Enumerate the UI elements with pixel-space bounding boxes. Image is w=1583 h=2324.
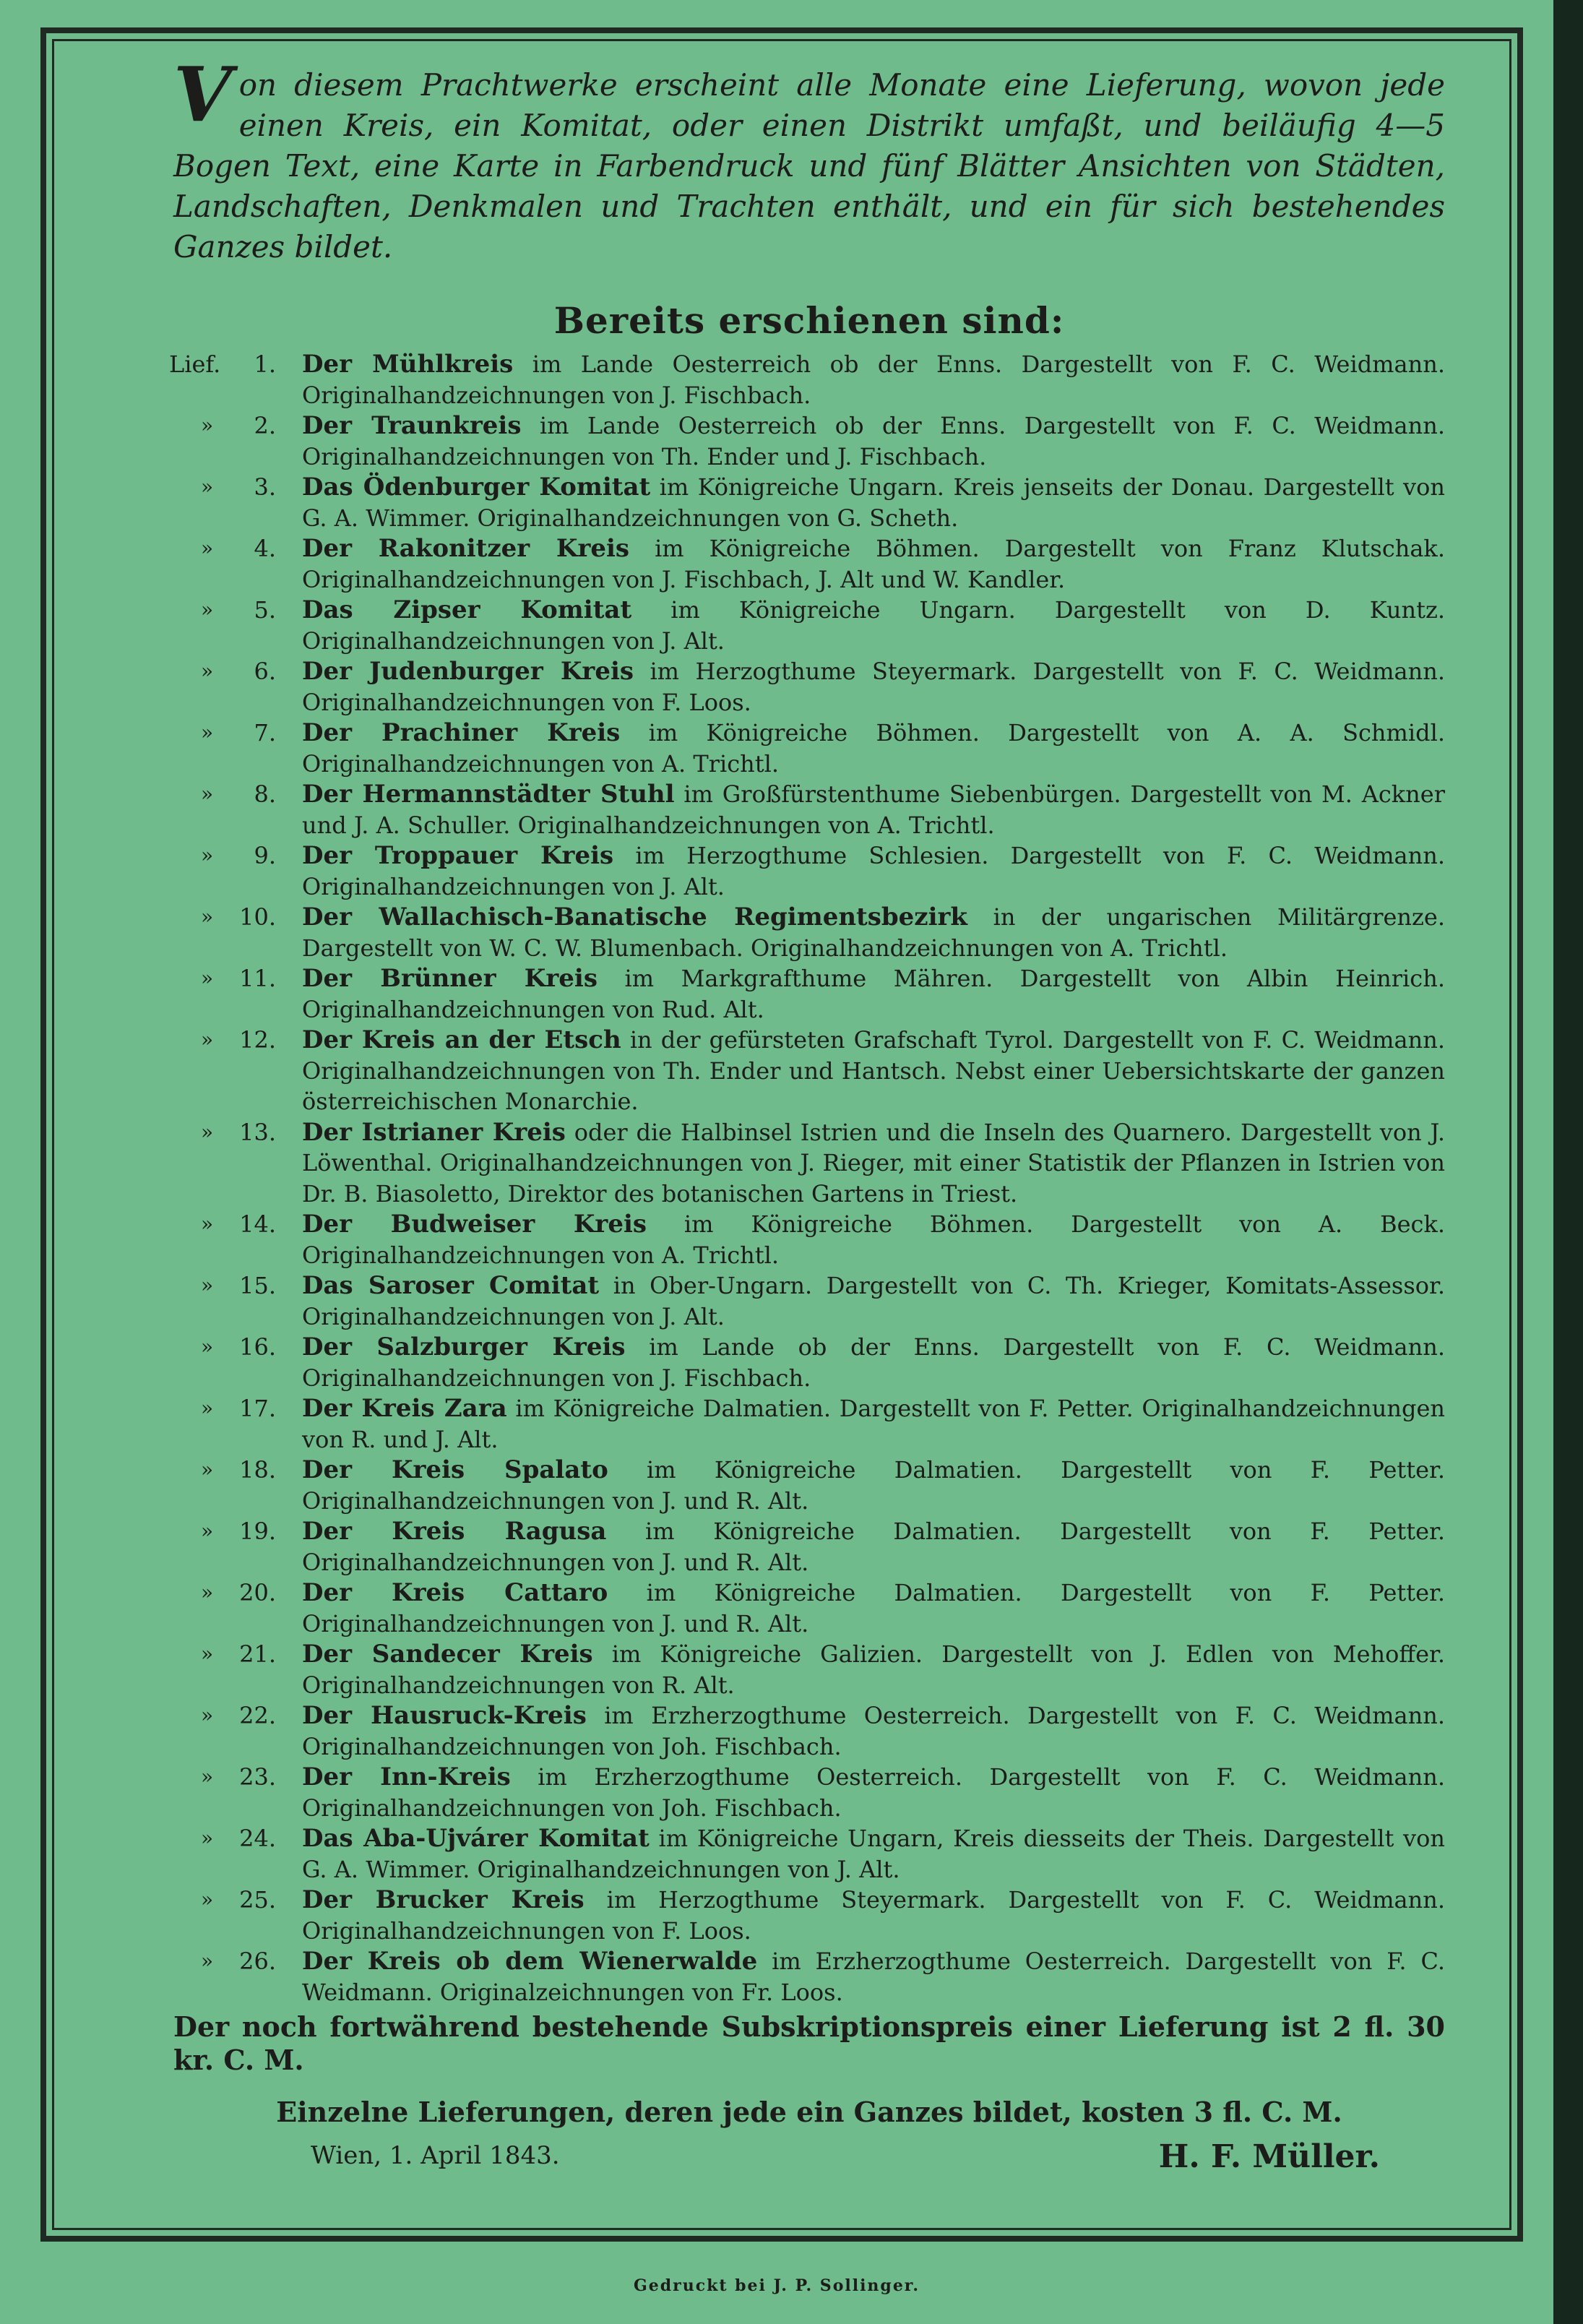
issue-entry: [173, 410, 1445, 472]
ditto-mark: »: [201, 1949, 214, 1973]
entry-number: 22.: [239, 1702, 276, 1729]
entry-title: Der Hausruck-Kreis: [302, 1701, 587, 1730]
entry-description: im Königreiche Böhmen. Dargestellt von A. Beck. Originalhandzeichnungen von A. Trichtl.: [302, 1210, 1446, 1269]
issue-entry: [173, 1117, 1445, 1210]
ditto-mark: »: [201, 843, 214, 867]
ditto-mark: »: [201, 966, 214, 990]
ditto-mark: »: [201, 1888, 214, 1911]
entry-title: Der Hermannstädter Stuhl: [302, 780, 675, 809]
entry-description: im Lande ob der Enns. Dargestellt von F. C. Weidmann. Originalhandzeichnungen von J. Fischbach.: [302, 1333, 1446, 1392]
ditto-mark: »: [201, 1765, 214, 1789]
issue-entry: [173, 779, 1445, 840]
entry-description: oder die Halbinsel Istrien und die Inseln des Quarnero. Dargestellt von J. Löwenthal. Originalhandzeichnungen von J. Rieger, mit einer Statistik der Pflanzen in Istrien von Dr. B. Biasoletto, Direktor des botanischen Gartens in Triest.: [302, 1118, 1446, 1208]
entry-description: im Herzogthume Steyermark. Dargestellt von F. C. Weidmann. Originalhandzeichnungen von F. Loos.: [302, 658, 1445, 716]
entry-title: Der Kreis Cattaro: [302, 1578, 608, 1607]
printer-imprint: Gedruckt bei J. P. Sollinger.: [633, 2276, 920, 2295]
issue-entry: [173, 1516, 1445, 1578]
issue-entry: [173, 1762, 1445, 1823]
entry-description: im Königreiche Böhmen. Dargestellt von A. A. Schmidl. Originalhandzeichnungen von A. Trichtl.: [302, 719, 1446, 778]
issue-entry: [173, 718, 1445, 779]
ditto-mark: »: [201, 1519, 214, 1543]
ditto-mark: »: [201, 413, 214, 437]
entry-number: 12.: [239, 1026, 276, 1054]
entry-description: in Ober-Ungarn. Dargestellt von C. Th. Krieger, Komitats-Assessor. Originalhandzeichnungen von J. Alt.: [302, 1272, 1445, 1330]
entry-number: 21.: [239, 1640, 276, 1668]
footer-row: [173, 2135, 1445, 2186]
entry-number: 25.: [239, 1886, 276, 1914]
entry-number: 4.: [254, 535, 276, 562]
entry-title: Das Ödenburger Komitat: [302, 473, 651, 502]
issue-entry: [173, 963, 1445, 1025]
entry-description: im Königreiche Ungarn. Dargestellt von D. Kuntz. Originalhandzeichnungen von J. Alt.: [302, 596, 1446, 655]
entry-title: Der Rakonitzer Kreis: [302, 534, 630, 563]
entry-number: 26.: [239, 1948, 276, 1975]
entry-title: Der Kreis Spalato: [302, 1455, 608, 1484]
entry-number: 16.: [239, 1333, 276, 1361]
entry-number: 23.: [239, 1763, 276, 1791]
subscription-price: Der noch fortwährend bestehende Subskriptionspreis einer Lieferung ist 2 fl. 30 kr. C. M.: [173, 2010, 1445, 2076]
ditto-mark: »: [201, 659, 214, 683]
entry-title: Der Salzburger Kreis: [302, 1333, 626, 1361]
drop-cap: V: [173, 50, 232, 139]
entry-title: Der Kreis ob dem Wienerwalde: [302, 1947, 758, 1976]
ditto-mark: »: [201, 720, 214, 744]
entry-title: Der Mühlkreis: [302, 350, 514, 379]
entry-title: Der Prachiner Kreis: [302, 718, 621, 747]
entry-number: 1.: [254, 350, 276, 378]
entry-description: im Markgrafthume Mähren. Dargestellt von Albin Heinrich. Originalhandzeichnungen von Rud. Alt.: [302, 965, 1445, 1023]
entry-title: Der Traunkreis: [302, 411, 522, 440]
entry-title: Der Kreis an der Etsch: [302, 1025, 621, 1054]
entry-number: 10.: [239, 903, 276, 931]
entry-title: Der Budweiser Kreis: [302, 1210, 647, 1239]
issue-entry: [173, 840, 1445, 902]
entry-number: 7.: [254, 719, 276, 746]
entry-number: 19.: [239, 1518, 276, 1545]
entry-title: Der Istrianer Kreis: [302, 1117, 566, 1147]
entry-number: 17.: [239, 1395, 276, 1422]
ditto-mark: »: [201, 905, 214, 929]
issue-list: [169, 349, 1446, 2007]
entry-number: 24.: [239, 1825, 276, 1852]
ditto-mark: »: [201, 1119, 214, 1144]
publisher-signature: H. F. Müller.: [1158, 2138, 1380, 2175]
scan-edge: [1553, 0, 1583, 2324]
lief-label: Lief.: [169, 350, 221, 378]
single-issue-price: Einzelne Lieferungen, deren jede ein Ganzes bildet, kosten 3 fl. C. M.: [276, 2096, 1342, 2128]
intro-paragraph: [173, 50, 1445, 267]
entry-description: im Lande Oesterreich ob der Enns. Dargestellt von F. C. Weidmann. Originalhandzeichnungen von Th. Ender und J. Fischbach.: [302, 412, 1446, 470]
entry-title: Der Sandecer Kreis: [302, 1640, 593, 1669]
entry-number: 11.: [239, 965, 276, 992]
entry-number: 3.: [254, 473, 276, 501]
entry-title: Das Saroser Comitat: [302, 1271, 600, 1300]
issue-entry: [173, 1332, 1445, 1393]
entry-description: im Lande Oesterreich ob der Enns. Dargestellt von F. C. Weidmann. Originalhandzeichnungen von J. Fischbach.: [302, 350, 1445, 409]
entry-description: im Königreiche Dalmatien. Dargestellt von F. Petter. Originalhandzeichnungen von R. und J. Alt.: [302, 1395, 1445, 1453]
entry-title: Der Inn-Kreis: [302, 1763, 511, 1791]
entry-title: Der Judenburger Kreis: [302, 657, 634, 686]
entry-title: Das Zipser Komitat: [302, 595, 632, 624]
issue-entry: [173, 533, 1445, 595]
entry-description: im Herzogthume Schlesien. Dargestellt von F. C. Weidmann. Originalhandzeichnungen von J. Alt.: [302, 842, 1446, 900]
entry-description: im Königreiche Dalmatien. Dargestellt von F. Petter. Originalhandzeichnungen von J. und R. Alt.: [302, 1579, 1446, 1637]
issue-entry: [173, 1946, 1445, 2007]
entry-description: im Königreiche Ungarn. Kreis jenseits der Donau. Dargestellt von G. A. Wimmer. Originalhandzeichnungen von G. Scheth.: [302, 473, 1445, 532]
entry-title: Das Aba-Ujvárer Komitat: [302, 1824, 650, 1853]
entry-description: im Königreiche Dalmatien. Dargestellt von F. Petter. Originalhandzeichnungen von J. und R. Alt.: [302, 1456, 1446, 1515]
issue-entry: [173, 1639, 1445, 1700]
ditto-mark: »: [201, 1028, 214, 1051]
entry-title: Der Kreis Ragusa: [302, 1517, 607, 1546]
ditto-mark: »: [201, 1703, 214, 1727]
entry-number: 6.: [254, 658, 276, 685]
issue-entry: [173, 1025, 1445, 1117]
issue-entry: [173, 656, 1445, 718]
ditto-mark: »: [201, 1826, 214, 1850]
ditto-mark: »: [201, 1458, 214, 1481]
entry-description: im Großfürstenthume Siebenbürgen. Dargestellt von M. Ackner und J. A. Schuller. Originalhandzeichnungen von A. Trichtl.: [302, 780, 1445, 839]
ditto-mark: »: [201, 536, 214, 560]
entry-title: Der Troppauer Kreis: [302, 841, 614, 870]
entry-number: 8.: [254, 780, 276, 808]
document-body: [169, 50, 1446, 2186]
entry-title: Der Wallachisch-Banatische Regimentsbezirk: [302, 903, 967, 931]
entry-number: 20.: [239, 1579, 276, 1606]
ditto-mark: »: [201, 1212, 214, 1236]
ditto-mark: »: [201, 1642, 214, 1666]
issue-entry: [173, 1578, 1445, 1639]
entry-number: 14.: [239, 1210, 276, 1238]
entry-number: 5.: [254, 596, 276, 624]
entry-number: 18.: [239, 1456, 276, 1484]
entry-description: im Erzherzogthume Oesterreich. Dargestellt von F. C. Weidmann. Originalhandzeichnungen von Joh. Fischbach.: [302, 1702, 1445, 1760]
entry-description: im Herzogthume Steyermark. Dargestellt von F. C. Weidmann. Originalhandzeichnungen von F. Loos.: [302, 1886, 1446, 1945]
issue-entry: [173, 1823, 1445, 1885]
issue-entry: [173, 595, 1445, 656]
issue-entry: [173, 1393, 1445, 1455]
issue-entry: [173, 472, 1445, 533]
ditto-mark: »: [201, 1335, 214, 1359]
intro-text: on diesem Prachtwerke erscheint alle Monate eine Lieferung, wovon jede einen Kreis, ein Komitat, oder einen Distrikt umfaßt, und beiläufig 4—5 Bogen Text, eine Karte in Farbendruck und fünf Blätter Ansichten von Städten, Landschaften, Denkmalen und Trachten enthält, und ein für sich bestehendes Ganzes bildet.: [173, 67, 1445, 264]
dateline: Wien, 1. April 1843.: [311, 2141, 560, 2170]
ditto-mark: »: [201, 598, 214, 621]
entry-description: im Königreiche Böhmen. Dargestellt von Franz Klutschak. Originalhandzeichnungen von J. Fischbach, J. Alt und W. Kandler.: [302, 535, 1445, 593]
issue-entry: [169, 349, 1445, 410]
ditto-mark: »: [201, 1396, 214, 1420]
entry-description: in der gefürsteten Grafschaft Tyrol. Dargestellt von F. C. Weidmann. Originalhandzeichnungen von Th. Ender und Hantsch. Nebst einer Uebersichtskarte der ganzen österreichischen Monarchie.: [302, 1026, 1445, 1115]
issue-entry: [173, 1885, 1445, 1946]
issue-entry: [173, 1270, 1445, 1332]
entry-number: 2.: [254, 412, 276, 439]
issue-entry: [173, 1700, 1445, 1762]
entry-number: 15.: [239, 1272, 276, 1299]
entry-description: im Königreiche Galizien. Dargestellt von J. Edlen von Mehoffer. Originalhandzeichnungen von R. Alt.: [302, 1640, 1445, 1699]
ditto-mark: »: [201, 475, 214, 499]
entry-number: 13.: [239, 1118, 276, 1146]
entry-description: im Königreiche Dalmatien. Dargestellt von F. Petter. Originalhandzeichnungen von J. und R. Alt.: [302, 1518, 1446, 1576]
entry-title: Der Brünner Kreis: [302, 964, 598, 993]
entry-number: 9.: [254, 842, 276, 869]
ditto-mark: »: [201, 1580, 214, 1604]
issue-entry: [173, 1455, 1445, 1516]
entry-description: im Königreiche Ungarn, Kreis diesseits der Theis. Dargestellt von G. A. Wimmer. Originalhandzeichnungen von J. Alt.: [302, 1825, 1445, 1883]
entry-description: in der ungarischen Militärgrenze. Dargestellt von W. C. W. Blumenbach. Originalhandzeichnungen von A. Trichtl.: [302, 903, 1445, 962]
ditto-mark: »: [201, 1273, 214, 1297]
section-heading: Bereits erschienen sind:: [553, 299, 1065, 342]
entry-title: Der Brucker Kreis: [302, 1885, 585, 1914]
issue-entry: [173, 902, 1445, 963]
entry-title: Der Kreis Zara: [302, 1394, 507, 1423]
issue-entry: [173, 1209, 1445, 1270]
ditto-mark: »: [201, 782, 214, 806]
entry-description: im Erzherzogthume Oesterreich. Dargestellt von F. C. Weidmann. Originalzeichnungen von Fr. Loos.: [302, 1948, 1445, 2006]
entry-description: im Erzherzogthume Oesterreich. Dargestellt von F. C. Weidmann. Originalhandzeichnungen von Joh. Fischbach.: [302, 1763, 1446, 1822]
